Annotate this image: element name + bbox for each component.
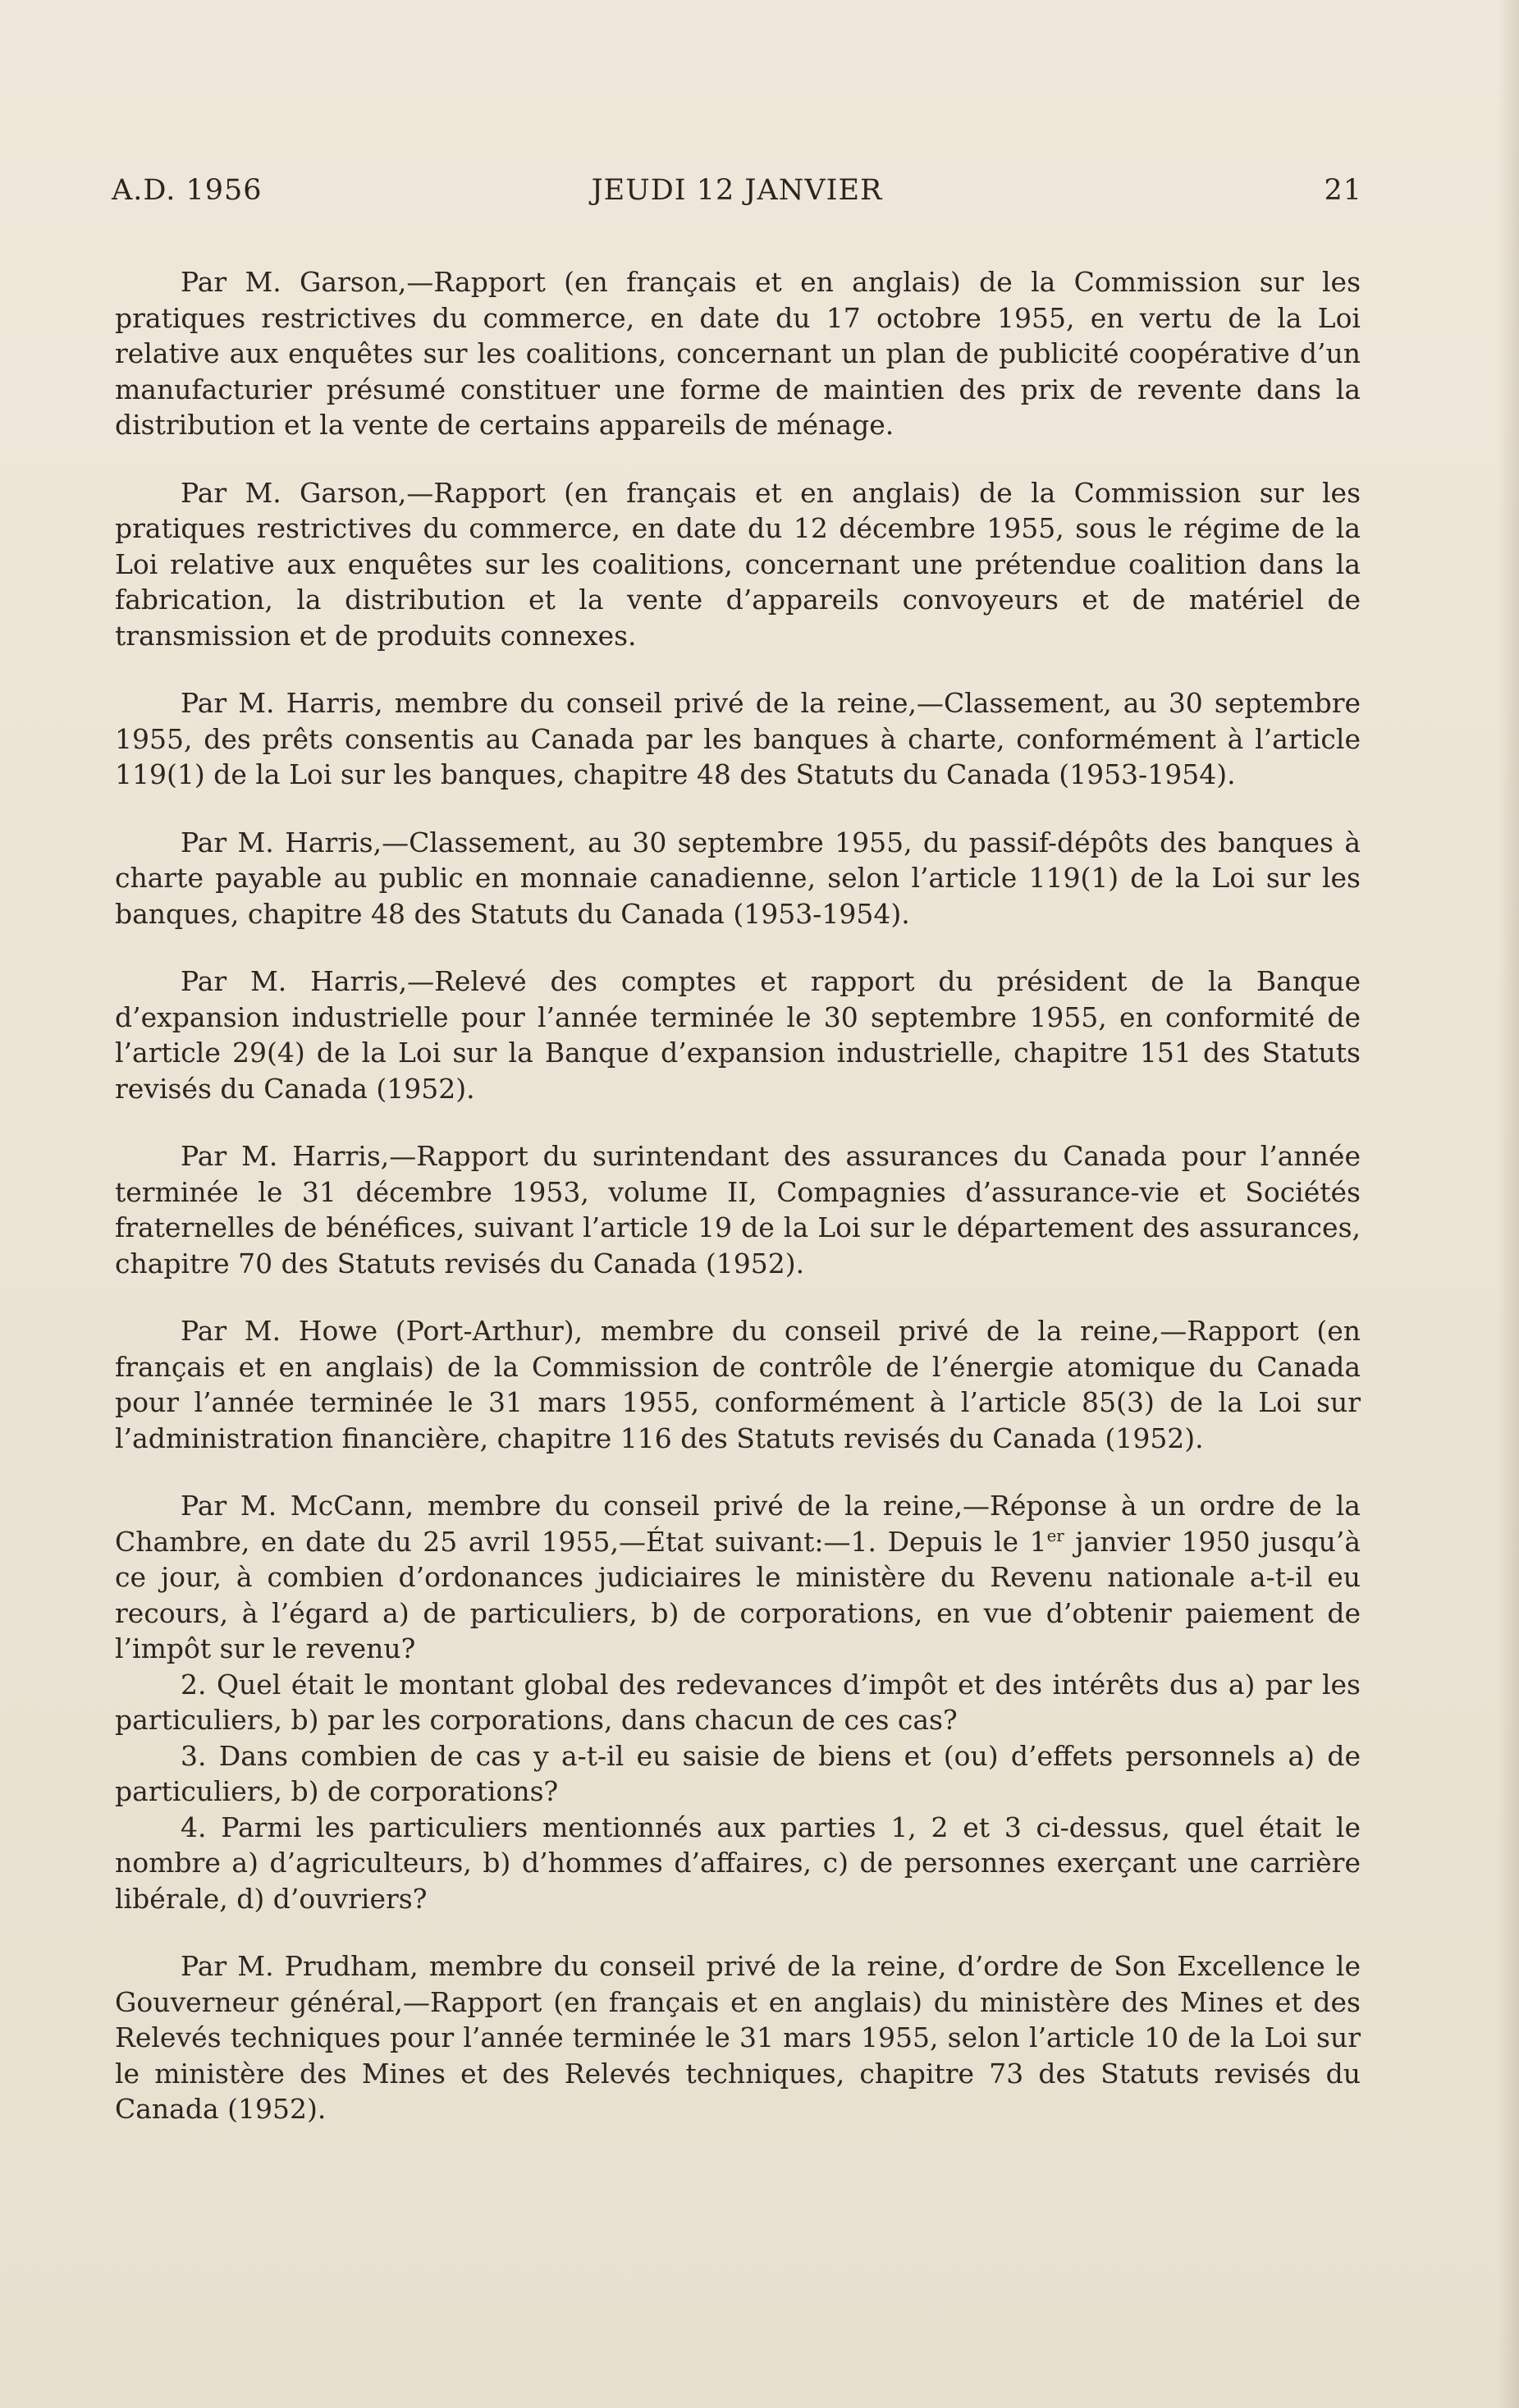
page-header: [112, 174, 1362, 215]
paragraph-prudham: Par M. Prudham, membre du conseil privé de la reine, d’ordre de Son Excellence le Gouverneur général,—Rapport (en français et en anglais) du ministère des Mines et des Relevés techniques pour l’année terminée le 31 mars 1955, selon l’article 10 de la Loi sur le ministère des Mines et des Relevés techniques, chapitre 73 des Statuts revisés du Canada (1952).: [115, 1950, 1361, 2125]
mccann-superscript: er: [1046, 1526, 1064, 1545]
mccann-question-2: 2. Quel était le montant global des redevances d’impôt et des intérêts dus a) par les particuliers, b) par les corporations, dans chacun de ces cas?: [115, 1668, 1361, 1736]
header-year: A.D. 1956: [112, 174, 263, 207]
mccann-question-3: 3. Dans combien de cas y a-t-il eu saisie de biens et (ou) d’effets personnels a) de particuliers, b) de corporations?: [115, 1739, 1361, 1807]
paragraph-harris-3: Par M. Harris,—Relevé des comptes et rapport du président de la Banque d’expansion industrielle pour l’année terminée le 30 septembre 1955, en conformité de l’article 29(4) de la Loi sur la Banque d’expansion industrielle, chapitre 151 des Statuts revisés du Canada (1952).: [115, 965, 1361, 1105]
mccann-lead: Par M. McCann, membre du conseil privé de la reine,—Réponse à un ordre de la Chambre, en date du 25 avril 1955,—État suivant:—1. Depuis le 1: [115, 1490, 1361, 1558]
paragraph-harris-1: Par M. Harris, membre du conseil privé de la reine,—Classement, au 30 septembre 1955, des prêts consentis au Canada par les banques à charte, conformément à l’article 119(1) de la Loi sur les banques, chapitre 48 des Statuts du Canada (1953-1954).: [115, 687, 1361, 790]
paragraph-garson-2: Par M. Garson,—Rapport (en français et en anglais) de la Commission sur les pratiques restrictives du commerce, en date du 12 décembre 1955, sous le régime de la Loi relative aux enquêtes sur les coalitions, concernant une prétendue coalition dans la fabrication, la distribution et la vente d’appareils convoyeurs et de matériel de transmission et de produits connexes.: [115, 476, 1361, 652]
paragraph-harris-2: Par M. Harris,—Classement, au 30 septembre 1955, du passif-dépôts des banques à charte payable au public en monnaie canadienne, selon l’article 119(1) de la Loi sur les banques, chapitre 48 des Statuts du Canada (1953-1954).: [115, 826, 1361, 930]
paragraph-howe: Par M. Howe (Port-Arthur), membre du conseil privé de la reine,—Rapport (en français et en anglais) de la Commission de contrôle de l’énergie atomique du Canada pour l’année terminée le 31 mars 1955, conformément à l’article 85(3) de la Loi sur l’administration financière, chapitre 116 des Statuts revisés du Canada (1952).: [115, 1315, 1361, 1454]
paragraph-mccann: [115, 1488, 1361, 1667]
paragraph-garson-1: Par M. Garson,—Rapport (en français et en anglais) de la Commission sur les pratiques restrictives du commerce, en date du 17 octobre 1955, en vertu de la Loi relative aux enquêtes sur les coalitions, concernant un plan de publicité coopérative d’un manufacturier présumé constituer une forme de maintien des prix de revente dans la distribution et la vente de certains appareils de ménage.: [115, 266, 1361, 441]
page-body: [115, 264, 1361, 2159]
mccann-question-4: 4. Parmi les particuliers mentionnés aux parties 1, 2 et 3 ci-dessus, quel était le nombre a) d’agriculteurs, b) d’hommes d’affaires, c) de personnes exerçant une carrière libérale, d) d’ouvriers?: [115, 1811, 1361, 1915]
header-date: JEUDI 12 JANVIER: [591, 174, 883, 207]
page-number: 21: [1324, 174, 1362, 207]
paragraph-harris-4: Par M. Harris,—Rapport du surintendant des assurances du Canada pour l’année terminée le 31 décembre 1953, volume II, Compagnies d’assurance-vie et Sociétés fraternelles de bénéfices, suivant l’article 19 de la Loi sur le département des assurances, chapitre 70 des Statuts revisés du Canada (1952).: [115, 1140, 1361, 1280]
mccann-question-1: janvier 1950 jusqu’à ce jour, à combien d’ordonances judiciaires le ministère du Revenu nationale a-t-il eu recours, à l’égard a) de particuliers, b) de corporations, en vue d’obtenir paiement de l’impôt sur le revenu?: [115, 1525, 1361, 1664]
